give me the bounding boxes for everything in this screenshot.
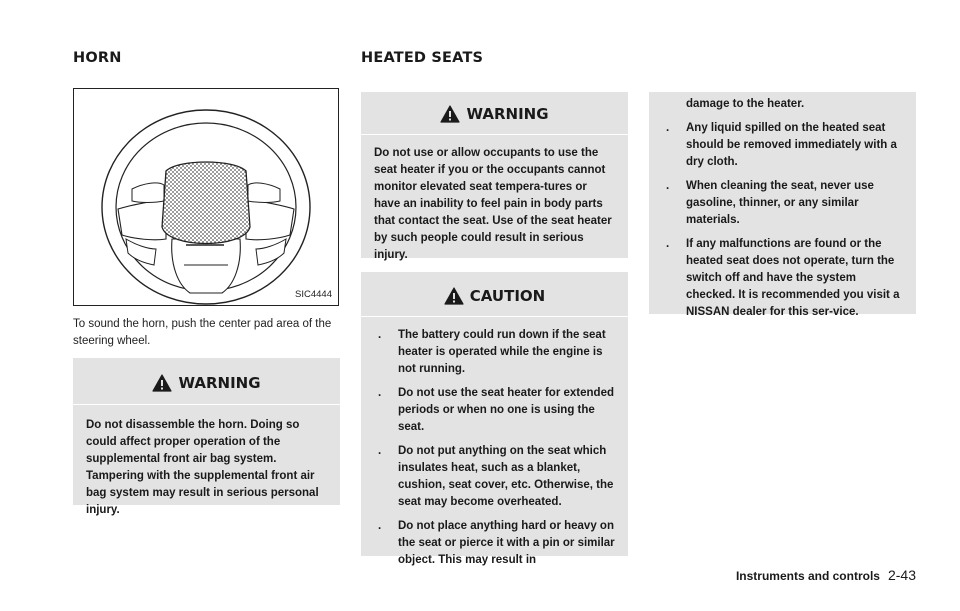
steering-wheel-illustration [74,89,338,305]
list-item: . When cleaning the seat, never use gasoline, thinner, or any similar materials. [666,180,874,226]
heated-seats-heading: HEATED SEATS [361,50,484,66]
list-item: . Do not use the seat heater for extended periods or when no one is using the seat. [378,387,614,433]
page-number: 2-43 [887,567,916,583]
list-item: . Any liquid spilled on the heated seat should be removed immediately with a dry cloth. [666,122,897,168]
list-item-continuation: damage to the heater. [686,98,805,110]
seat-caution-panel [361,272,628,566]
page-footer [736,567,916,583]
caution-header [361,272,628,316]
seat-warning-panel [361,92,628,261]
footer-section: Instruments and controls [735,569,880,583]
seat-caution-continued-panel [649,92,916,318]
caution-title: CAUTION [469,287,546,305]
figure-code: SIC4444 [295,289,332,300]
warning-text: Do not use or allow occupants to use the seat heater if you or the occupants cannot monitor elevated seat tempera-tures or have an inability to feel pain in body parts that contact the seat. Use of the seat heater by such people could result in serious injury. [374,147,612,261]
list-item: . Do not place anything hard or heavy on the seat or pierce it with a pin or similar object. This may result in [378,520,615,566]
horn-warning-panel [73,358,340,516]
warning-header [73,358,340,404]
caution-list [361,317,628,569]
warning-triangle-icon [444,287,464,305]
horn-instructions: To sound the horn, push the center pad area of the steering wheel. [73,318,332,347]
warning-triangle-icon [152,374,172,392]
horn-heading: HORN [73,50,122,66]
warning-triangle-icon [440,105,460,123]
list-item: . Do not put anything on the seat which insulates heat, such as a blanket, cushion, seat cover, etc. Otherwise, the seat may become overheated. [378,445,614,508]
list-item: . The battery could run down if the seat heater is operated while the engine is not running. [378,329,606,375]
caution-list-continued [649,92,916,321]
warning-title: WARNING [178,374,261,392]
warning-title: WARNING [466,105,549,123]
warning-text: Do not disassemble the horn. Doing so could affect proper operation of the supplemental front air bag system. Tampering with the supplemental front air bag system may result in serious personal injury. [86,419,319,516]
list-item: . If any malfunctions are found or the heated seat does not operate, turn the switch off and have the system checked. It is recommended you visit a NISSAN dealer for this ser-vice. [666,238,900,318]
steering-wheel-figure [73,88,339,306]
warning-header [361,92,628,134]
